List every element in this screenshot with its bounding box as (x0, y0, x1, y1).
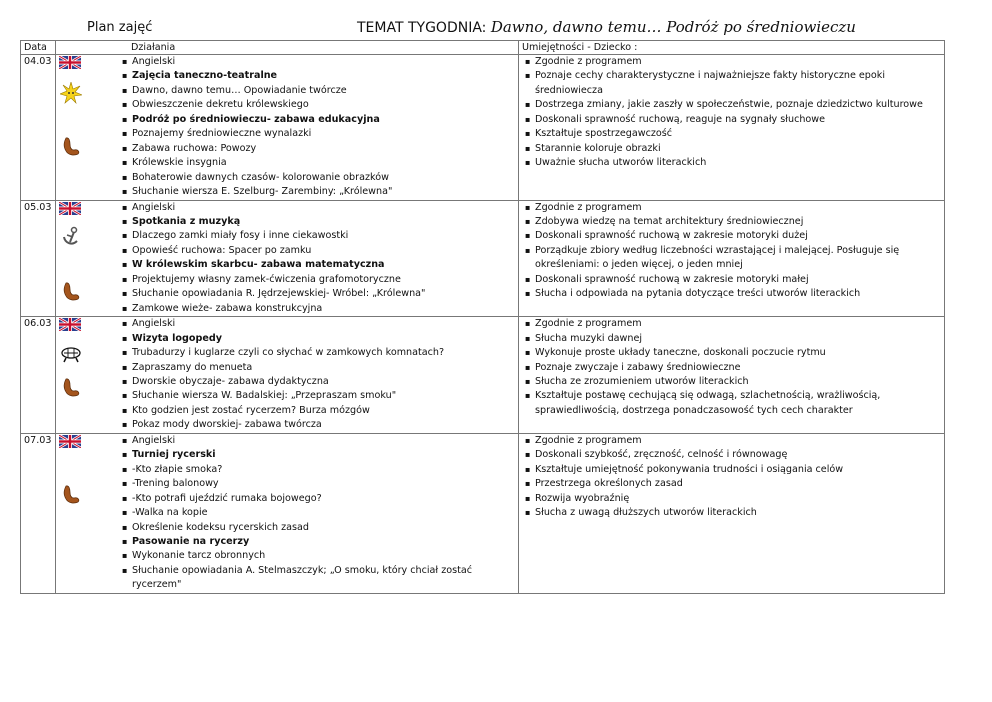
activity-item: ▪ Angielski (122, 434, 518, 448)
skill-item: ▪ Porządkuje zbiory według liczebności wzrastającej i malejącej. Posługuje się określeniami: o jeden więcej, o jeden mniej (525, 244, 941, 273)
activity-item: ▪ Bohaterowie dawnych czasów- kolorowanie obrazków (122, 171, 518, 185)
skill-item: ▪ Doskonali sprawność ruchową w zakresie motoryki małej (525, 273, 941, 287)
activity-item: ▪ Spotkania z muzyką (122, 215, 518, 229)
activity-item: ▪ Określenie kodeksu rycerskich zasad (122, 521, 518, 535)
uk-flag-icon (59, 202, 81, 215)
skill-item: ▪ Doskonali szybkość, zręczność, celność i równowagę (525, 448, 941, 462)
skills-cell (519, 433, 945, 593)
column-header-activities: Działania (56, 41, 519, 55)
skill-item: ▪ Zgodnie z programem (525, 201, 941, 215)
skill-item: ▪ Poznaje cechy charakterystyczne i najważniejsze fakty historyczne epoki średniowiecza (525, 69, 941, 98)
activities-cell (56, 200, 519, 317)
activity-item: ▪ Trubadurzy i kuglarze czyli co słychać w zamkowych komnatach? (122, 346, 518, 360)
activity-item: ▪ Zamkowe wieże- zabawa konstrukcyjna (122, 302, 518, 316)
activity-item: ▪ Wykonanie tarcz obronnych (122, 549, 518, 563)
skill-item: ▪ Słucha z uwagą dłuższych utworów literackich (525, 506, 941, 520)
date-cell: 07.03 (21, 433, 56, 593)
skill-item: ▪ Doskonali sprawność ruchową, reaguje na sygnały słuchowe (525, 113, 941, 127)
anchor-icon (60, 225, 82, 247)
date-cell: 05.03 (21, 200, 56, 317)
activity-item: ▪ Poznajemy średniowieczne wynalazki (122, 127, 518, 141)
activity-item: ▪ Kto godzien jest zostać rycerzem? Burza mózgów (122, 404, 518, 418)
sun-icon (60, 82, 82, 104)
activity-item: ▪ Słuchanie opowiadania R. Jędrzejewskiej- Wróbel: „Królewna" (122, 287, 518, 301)
activity-item: ▪ W królewskim skarbcu- zabawa matematyczna (122, 258, 518, 272)
glove-icon (60, 377, 82, 399)
activity-item: ▪ Projektujemy własny zamek-ćwiczenia grafomotoryczne (122, 273, 518, 287)
activity-item: ▪ Angielski (122, 201, 518, 215)
activity-item: ▪ Angielski (122, 55, 518, 69)
skill-item: ▪ Kształtuje umiejętność pokonywania trudności i osiągania celów (525, 463, 941, 477)
skill-item: ▪ Doskonali sprawność ruchową w zakresie motoryki dużej (525, 229, 941, 243)
day-row (21, 433, 945, 593)
skill-item: ▪ Kształtuje spostrzegawczość (525, 127, 941, 141)
table-header-row (21, 41, 945, 55)
activity-item: ▪ Królewskie insygnia (122, 156, 518, 170)
skill-item: ▪ Słucha ze zrozumieniem utworów literackich (525, 375, 941, 389)
glove-icon (60, 281, 82, 303)
day-row (21, 317, 945, 434)
activity-item: ▪ Angielski (122, 317, 518, 331)
date-cell: 06.03 (21, 317, 56, 434)
skill-item: ▪ Wykonuje proste układy taneczne, doskonali poczucie rytmu (525, 346, 941, 360)
theme-title (357, 18, 856, 36)
theme-value: Dawno, dawno temu… Podróż po średniowieczu (490, 18, 856, 36)
skill-item: ▪ Zdobywa wiedzę na temat architektury średniowiecznej (525, 215, 941, 229)
activity-item: ▪ Podróż po średniowieczu- zabawa edukacyjna (122, 113, 518, 127)
glove-icon (60, 484, 82, 506)
skill-item: ▪ Przestrzega określonych zasad (525, 477, 941, 491)
plan-title: Plan zajęć (87, 20, 153, 35)
column-header-date: Data (21, 41, 56, 55)
date-cell: 04.03 (21, 55, 56, 201)
activity-item: ▪ -Walka na kopie (122, 506, 518, 520)
activity-item: ▪ Zabawa ruchowa: Powozy (122, 142, 518, 156)
skill-item: ▪ Uważnie słucha utworów literackich (525, 156, 941, 170)
uk-flag-icon (59, 318, 81, 331)
activity-item: ▪ Słuchanie wiersza E. Szelburg- Zarembiny: „Królewna" (122, 185, 518, 199)
skill-item: ▪ Słucha i odpowiada na pytania dotyczące treści utworów literackich (525, 287, 941, 301)
activity-item: ▪ -Kto złapie smoka? (122, 463, 518, 477)
skill-item: ▪ Dostrzega zmiany, jakie zaszły w społeczeństwie, poznaje dziedzictwo kulturowe (525, 98, 941, 112)
activities-cell (56, 433, 519, 593)
skill-item: ▪ Zgodnie z programem (525, 434, 941, 448)
column-header-skills: Umiejętności - Dziecko : (519, 41, 945, 55)
day-row (21, 55, 945, 201)
skills-cell (519, 200, 945, 317)
skills-cell (519, 55, 945, 201)
plan-table (20, 40, 945, 594)
activities-cell (56, 317, 519, 434)
skill-item: ▪ Zgodnie z programem (525, 55, 941, 69)
activity-item: ▪ Wizyta logopedy (122, 332, 518, 346)
activity-item: ▪ Dworskie obyczaje- zabawa dydaktyczna (122, 375, 518, 389)
skills-cell (519, 317, 945, 434)
skill-item: ▪ Poznaje zwyczaje i zabawy średniowieczne (525, 361, 941, 375)
day-row (21, 200, 945, 317)
activity-item: ▪ Dlaczego zamki miały fosy i inne ciekawostki (122, 229, 518, 243)
uk-flag-icon (59, 56, 81, 69)
activities-cell (56, 55, 519, 201)
turtle-icon (60, 343, 82, 365)
activity-item: ▪ -Trening balonowy (122, 477, 518, 491)
activity-item: ▪ Słuchanie wiersza W. Badalskiej: „Przepraszam smoku" (122, 389, 518, 403)
activity-item: ▪ Obwieszczenie dekretu królewskiego (122, 98, 518, 112)
glove-icon (60, 136, 82, 158)
skill-item: ▪ Kształtuje postawę cechującą się odwagą, szlachetnością, wrażliwością, sprawiedliwością, dostrzega ponadczasowość tych cech charakter (525, 389, 941, 418)
activity-item: ▪ -Kto potrafi ujeździć rumaka bojowego? (122, 492, 518, 506)
activity-item: ▪ Zapraszamy do menueta (122, 361, 518, 375)
activity-item: ▪ Opowieść ruchowa: Spacer po zamku (122, 244, 518, 258)
skill-item: ▪ Zgodnie z programem (525, 317, 941, 331)
theme-label: TEMAT TYGODNIA: (357, 20, 487, 36)
activity-item: ▪ Pasowanie na rycerzy (122, 535, 518, 549)
activity-item: ▪ Pokaz mody dworskiej- zabawa twórcza (122, 418, 518, 432)
skill-item: ▪ Starannie koloruje obrazki (525, 142, 941, 156)
skill-item: ▪ Rozwija wyobraźnię (525, 492, 941, 506)
activity-item: ▪ Turniej rycerski (122, 448, 518, 462)
page-header (0, 18, 992, 40)
activity-item: ▪ Słuchanie opowiadania A. Stelmaszczyk; „O smoku, który chciał zostać rycerzem" (122, 564, 518, 593)
skill-item: ▪ Słucha muzyki dawnej (525, 332, 941, 346)
activity-item: ▪ Dawno, dawno temu… Opowiadanie twórcze (122, 84, 518, 98)
activity-item: ▪ Zajęcia taneczno-teatralne (122, 69, 518, 83)
uk-flag-icon (59, 435, 81, 448)
